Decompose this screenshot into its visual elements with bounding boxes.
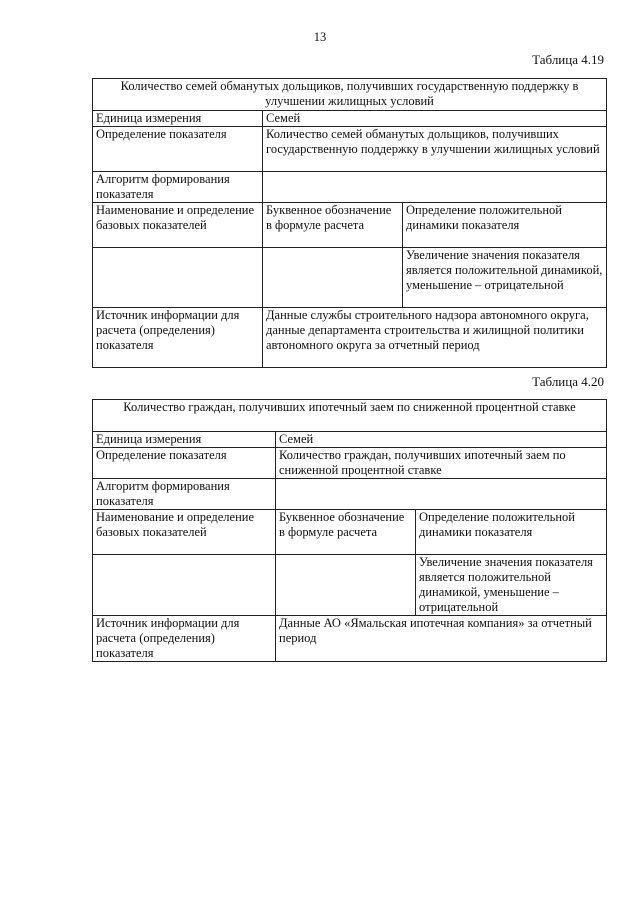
empty-cell bbox=[93, 248, 263, 308]
source-value: Данные службы строительного надзора автономного округа, данные департамента строительства и жилищной политики автономного округа за отчетный период bbox=[263, 308, 607, 368]
unit-value: Семей bbox=[276, 432, 607, 448]
table-title: Количество семей обманутых дольщиков, получивших государственную поддержку в улучшении жилищных условий bbox=[93, 79, 607, 111]
base-indicators-label: Наименование и определение базовых показателей bbox=[93, 510, 276, 555]
definition-label: Определение показателя bbox=[93, 448, 276, 479]
unit-label: Единица измерения bbox=[93, 432, 276, 448]
definition-label: Определение показателя bbox=[93, 127, 263, 172]
dynamics-value: Увеличение значения показателя является положительной динамикой, уменьшение – отрицательной bbox=[403, 248, 607, 308]
unit-label: Единица измерения bbox=[93, 111, 263, 127]
indicator-table bbox=[92, 399, 607, 662]
source-value: Данные АО «Ямальская ипотечная компания» за отчетный период bbox=[276, 616, 607, 662]
base-indicators-label: Наименование и определение базовых показателей bbox=[93, 203, 263, 248]
definition-value: Количество семей обманутых дольщиков, получивших государственную поддержку в улучшении жилищных условий bbox=[263, 127, 607, 172]
empty-cell bbox=[276, 555, 416, 616]
source-label: Источник информации для расчета (определения) показателя bbox=[93, 308, 263, 368]
dynamics-label: Определение положительной динамики показателя bbox=[403, 203, 607, 248]
letter-designation-label: Буквенное обозначение в формуле расчета bbox=[276, 510, 416, 555]
letter-designation-label: Буквенное обозначение в формуле расчета bbox=[263, 203, 403, 248]
table-label: Таблица 4.20 bbox=[532, 374, 604, 389]
algorithm-value bbox=[276, 479, 607, 510]
table-title: Количество граждан, получивших ипотечный заем по сниженной процентной ставке bbox=[93, 400, 607, 432]
definition-value: Количество граждан, получивших ипотечный заем по сниженной процентной ставке bbox=[276, 448, 607, 479]
dynamics-label: Определение положительной динамики показателя bbox=[416, 510, 607, 555]
algorithm-label: Алгоритм формирования показателя bbox=[93, 479, 276, 510]
dynamics-value: Увеличение значения показателя является положительной динамикой, уменьшение – отрицательной bbox=[416, 555, 607, 616]
source-label: Источник информации для расчета (определения) показателя bbox=[93, 616, 276, 662]
indicator-table bbox=[92, 78, 607, 368]
page-number: 13 bbox=[313, 30, 327, 44]
table-label: Таблица 4.19 bbox=[532, 52, 604, 67]
unit-value: Семей bbox=[263, 111, 607, 127]
algorithm-value bbox=[263, 172, 607, 203]
empty-cell bbox=[93, 555, 276, 616]
empty-cell bbox=[263, 248, 403, 308]
algorithm-label: Алгоритм формирования показателя bbox=[93, 172, 263, 203]
